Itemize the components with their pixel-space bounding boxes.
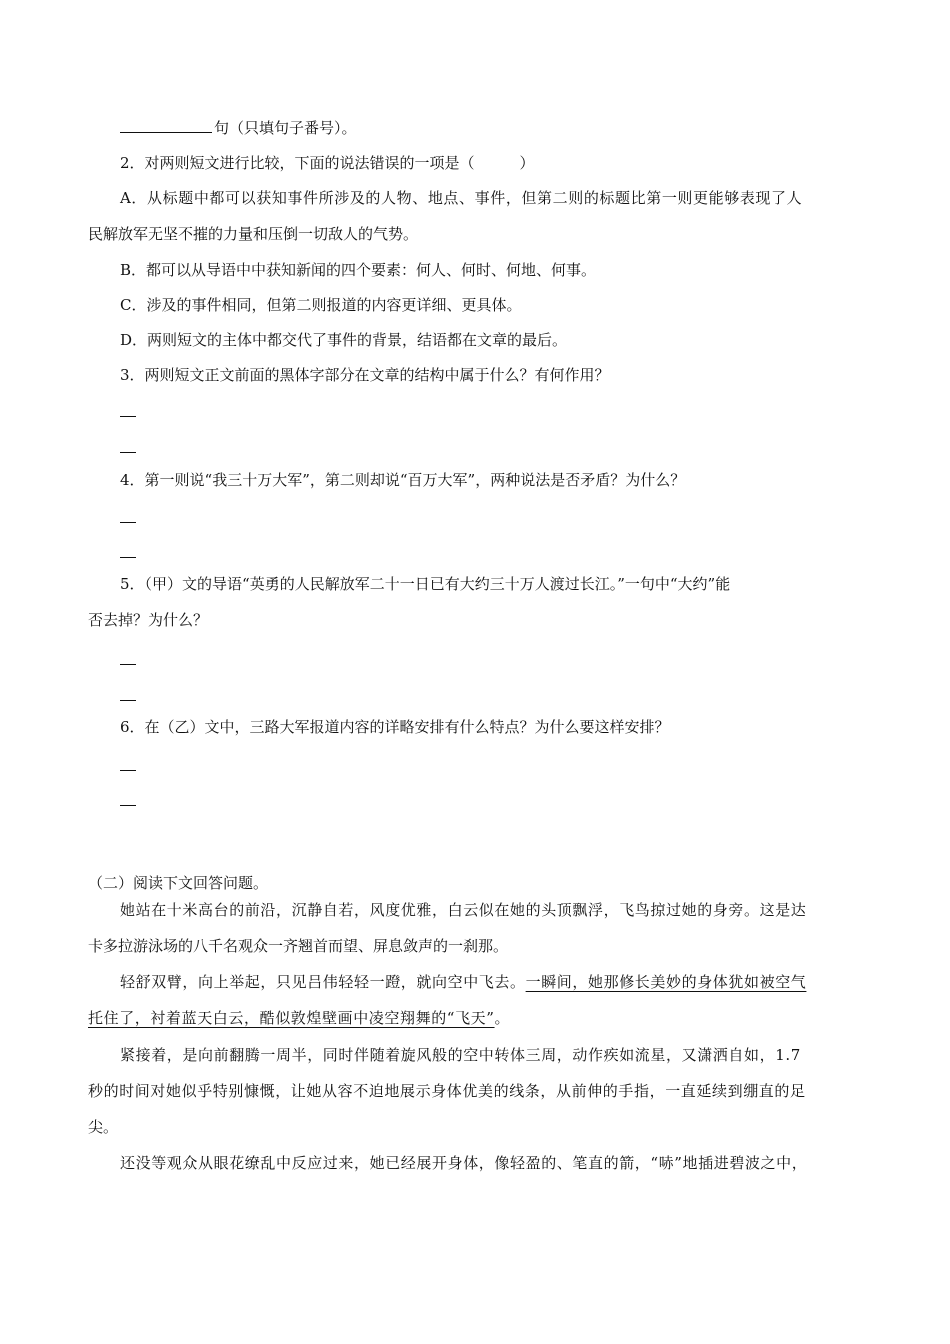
question-3: 3．两则短文正文前面的黑体字部分在文章的结构中属于什么？有何作用？ bbox=[120, 366, 610, 384]
answer-line[interactable] bbox=[120, 452, 136, 453]
answer-blank[interactable] bbox=[120, 118, 212, 133]
section-2-title: （二）阅读下文回答问题。 bbox=[88, 874, 269, 892]
question-6: 6．在（乙）文中，三路大军报道内容的详略安排有什么特点？为什么要这样安排？ bbox=[120, 718, 670, 736]
question-4: 4．第一则说“我三十万大军”，第二则却说“百万大军”，两种说法是否矛盾？为什么？ bbox=[120, 471, 686, 489]
answer-line[interactable] bbox=[120, 700, 136, 701]
answer-line[interactable] bbox=[120, 557, 136, 558]
passage-paragraph-2-line-1: 轻舒双臂，向上举起，只见吕伟轻轻一蹬，就向空中飞去。一瞬间，她那修长美妙的身体犹如被空气 bbox=[120, 973, 807, 991]
underlined-sentence: 一瞬间，她那修长美妙的身体犹如被空气 bbox=[525, 973, 807, 991]
question-1-tail: 句（只填句子番号）。 bbox=[120, 118, 357, 138]
option-b: B．都可以从导语中中获知新闻的四个要素：何人、何时、何地、何事。 bbox=[120, 261, 597, 279]
passage-paragraph-3-line-2: 秒的时间对她似乎特别慷慨，让她从容不迫地展示身体优美的线条，从前伸的手指，一直延续到绷直的足 bbox=[88, 1082, 806, 1100]
answer-line[interactable] bbox=[120, 416, 136, 417]
answer-line[interactable] bbox=[120, 664, 136, 665]
passage-paragraph-2-line-2: 托住了，衬着蓝天白云，酷似敦煌壁画中凌空翔舞的“飞天”。 bbox=[88, 1009, 511, 1027]
option-d: D．两则短文的主体中都交代了事件的背景，结语都在文章的最后。 bbox=[120, 331, 568, 349]
passage-paragraph-4-line-1: 还没等观众从眼花缭乱中反应过来，她已经展开身体，像轻盈的、笔直的箭，“哧”地插进碧波之中， bbox=[120, 1154, 808, 1172]
question-5-line-1: 5．（甲）文的导语“英勇的人民解放军二十一日已有大约三十万人渡过长江。”一句中“大约”能 bbox=[120, 575, 731, 593]
question-5-line-2: 否去掉？为什么？ bbox=[88, 611, 209, 629]
passage-paragraph-1-line-2: 卡多拉游泳场的八千名观众一齐翘首而望、屏息敛声的一刹那。 bbox=[88, 937, 509, 955]
question-2: 2．对两则短文进行比较，下面的说法错误的一项是（ ） bbox=[120, 154, 535, 172]
option-a-line-2: 民解放军无坚不摧的力量和压倒一切敌人的气势。 bbox=[88, 225, 419, 243]
answer-line[interactable] bbox=[120, 805, 136, 806]
option-a-line-1: A．从标题中都可以获知事件所涉及的人物、地点、事件，但第二则的标题比第一则更能够表现了人 bbox=[120, 189, 803, 207]
answer-line[interactable] bbox=[120, 770, 136, 771]
answer-line[interactable] bbox=[120, 522, 136, 523]
underlined-sentence: 托住了，衬着蓝天白云，酷似敦煌壁画中凌空翔舞的“飞天” bbox=[88, 1009, 495, 1027]
passage-paragraph-1-line-1: 她站在十米高台的前沿，沉静自若，风度优雅，白云似在她的头顶飘浮，飞鸟掠过她的身旁。这是达 bbox=[120, 901, 807, 919]
passage-paragraph-3-line-3: 尖。 bbox=[88, 1118, 119, 1136]
passage-paragraph-3-line-1: 紧接着，是向前翻腾一周半，同时伴随着旋风般的空中转体三周，动作疾如流星，又潇洒自如，1.7 bbox=[120, 1046, 801, 1064]
option-c: C．涉及的事件相同，但第二则报道的内容更详细、更具体。 bbox=[120, 296, 522, 314]
